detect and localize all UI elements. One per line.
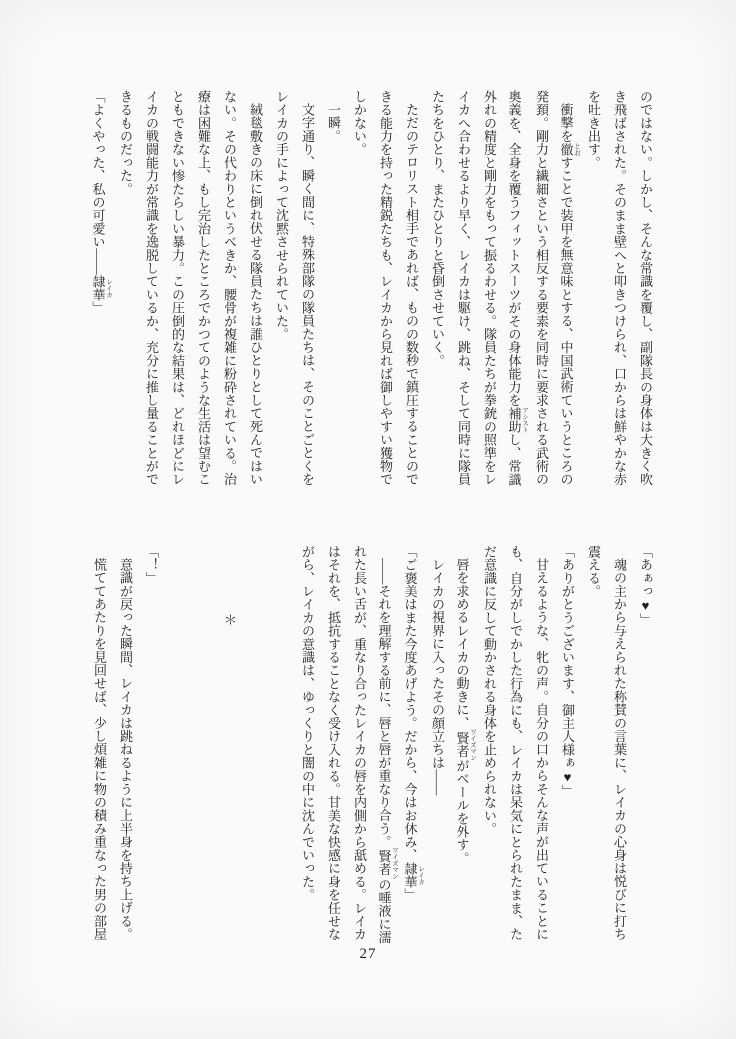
text-column: 「ご褒美はまた今度あげよう。だから、今はお休み、隷華 レイカ」 — [402, 545, 424, 902]
ruby-annotated-word: 徹 とお — [558, 142, 580, 156]
text-column: ただのテロリスト相手であれば、ものの数秒で鎮圧することので — [404, 103, 419, 486]
text-column: 絨毯敷きの床に倒れ伏せる隊員たちは誰ひとりとして死んではい — [248, 103, 263, 486]
text-column: イカの戦闘能力が常識を逸脱しているか、充分に推し量ることがで — [144, 90, 159, 486]
text-column: 「あぁっ♥」 — [638, 545, 653, 627]
text-column: 「！」 — [144, 545, 159, 585]
text-column: がら、レイカの意識は、ゆっくりと闇の中に沈んでいった。 — [300, 545, 315, 902]
blank-column — [242, 545, 268, 953]
ruby-annotated-word: 隷華 レイカ — [402, 861, 424, 889]
text-column: 外れの精度と剛力をもって振るわせる。隊員たちが拳銃の照準をレ — [482, 90, 497, 486]
text-column: も、自分がしでかした行為にも、レイカは呆気にとられたまま、た — [508, 545, 523, 941]
text-column: を吐き出す。 — [586, 90, 601, 170]
text-column: はそれを、抵抗することなく受け入れる。甘美な快感に身を任せな — [326, 545, 341, 941]
ruby-annotated-word: 賢者 ワイズマン — [454, 728, 476, 761]
text-column: きるものだった。 — [118, 90, 133, 196]
text-column: レイカの視界に入ったその顔立ちは―― — [430, 558, 445, 796]
text-column: 慌ててあたりを見回せば、少し煩雑に物の積み重なった男の部屋 — [92, 558, 107, 941]
text-column: ない。その代わりというべきか、腰骨が複雑に粉砕されている。治 — [222, 90, 237, 486]
section-separator: ＊ — [222, 613, 237, 627]
text-column: きる能力を持った精鋭たちも、レイカから見れば御しやすい獲物で — [378, 90, 393, 486]
text-column: 一瞬。 — [326, 103, 341, 143]
blank-column — [268, 545, 294, 953]
text-column: イカへ合わせるより早く、レイカは駆け、跳ね、そして同時に隊員 — [456, 90, 471, 486]
text-column: 甘えるような、牝の声。自分の口からそんな声が出ていることに — [534, 558, 549, 941]
blank-column — [164, 545, 190, 953]
ruby-annotated-word: 賢者 ワイズマン — [376, 846, 398, 880]
text-column: ともできない惨たらしい暴力。この圧倒的な結果は、どれほどにレ — [170, 90, 185, 486]
text-column: 震える。 — [586, 545, 601, 598]
text-column: 奥義を、全身を覆うフィットスーツがその身体能力を補助 アシストし、常識 — [506, 90, 528, 487]
text-column: のではない。しかし、そんな常識を覆し、副隊長の身体は大きく吹 — [638, 90, 653, 486]
text-column: 「よくやった、私の可愛い――隷華 レイカ」 — [90, 90, 112, 315]
text-column: 意識が戻った瞬間、レイカは跳ねるように上半身を持ち上げる。 — [118, 558, 133, 941]
text-column: ――それを理解する前に、唇と唇が重なり合う。賢者 ワイズマンの唾液に濡 — [376, 558, 398, 944]
ruby-annotated-word: 補助 アシスト — [506, 406, 528, 434]
text-column: れた長い舌が、重なり合ったレイカの唇を内側から舐める。レイカ — [352, 545, 367, 941]
text-column: き飛ばされた。そのまま壁へと叩きつけられ、口からは鮮やかな赤 — [612, 90, 627, 486]
text-column: しかない。 — [352, 90, 367, 156]
text-column: 唇を求めるレイカの動きに、賢者 ワイズマンがベールを外す。 — [454, 558, 476, 865]
ruby-annotated-word: 隷華 レイカ — [90, 274, 112, 302]
text-column: 「ありがとうございます、御主人様ぁ♥」 — [560, 545, 575, 798]
text-column: 衝撃を徹 とおすことで装甲を無意味とする、中国武術ていうところの — [558, 103, 580, 486]
text-column: だ意識に反して動かされる身体を止められない。 — [482, 545, 497, 836]
text-column: 発頚。剛力と繊細さという相反する要素を同時に要求される武術の — [534, 90, 549, 486]
text-column: 魂の主から与えられた称賛の言葉に、レイカの心身は悦びに打ち — [612, 558, 627, 941]
text-column: 療は困難な上、もし完治したところでかつてのような生活は望むこ — [196, 90, 211, 486]
upper-text-block — [86, 90, 658, 498]
text-column: たちをひとり、またひとりと昏倒させていく。 — [430, 90, 445, 368]
blank-column — [190, 545, 216, 953]
lower-text-block — [86, 545, 658, 953]
text-column: 文字通り、瞬く間に、特殊部隊の隊員たちは、そのことごとくを — [300, 103, 315, 486]
text-column: レイカの手によって沈黙させられていた。 — [274, 90, 289, 341]
page-number: 27 — [359, 946, 377, 962]
